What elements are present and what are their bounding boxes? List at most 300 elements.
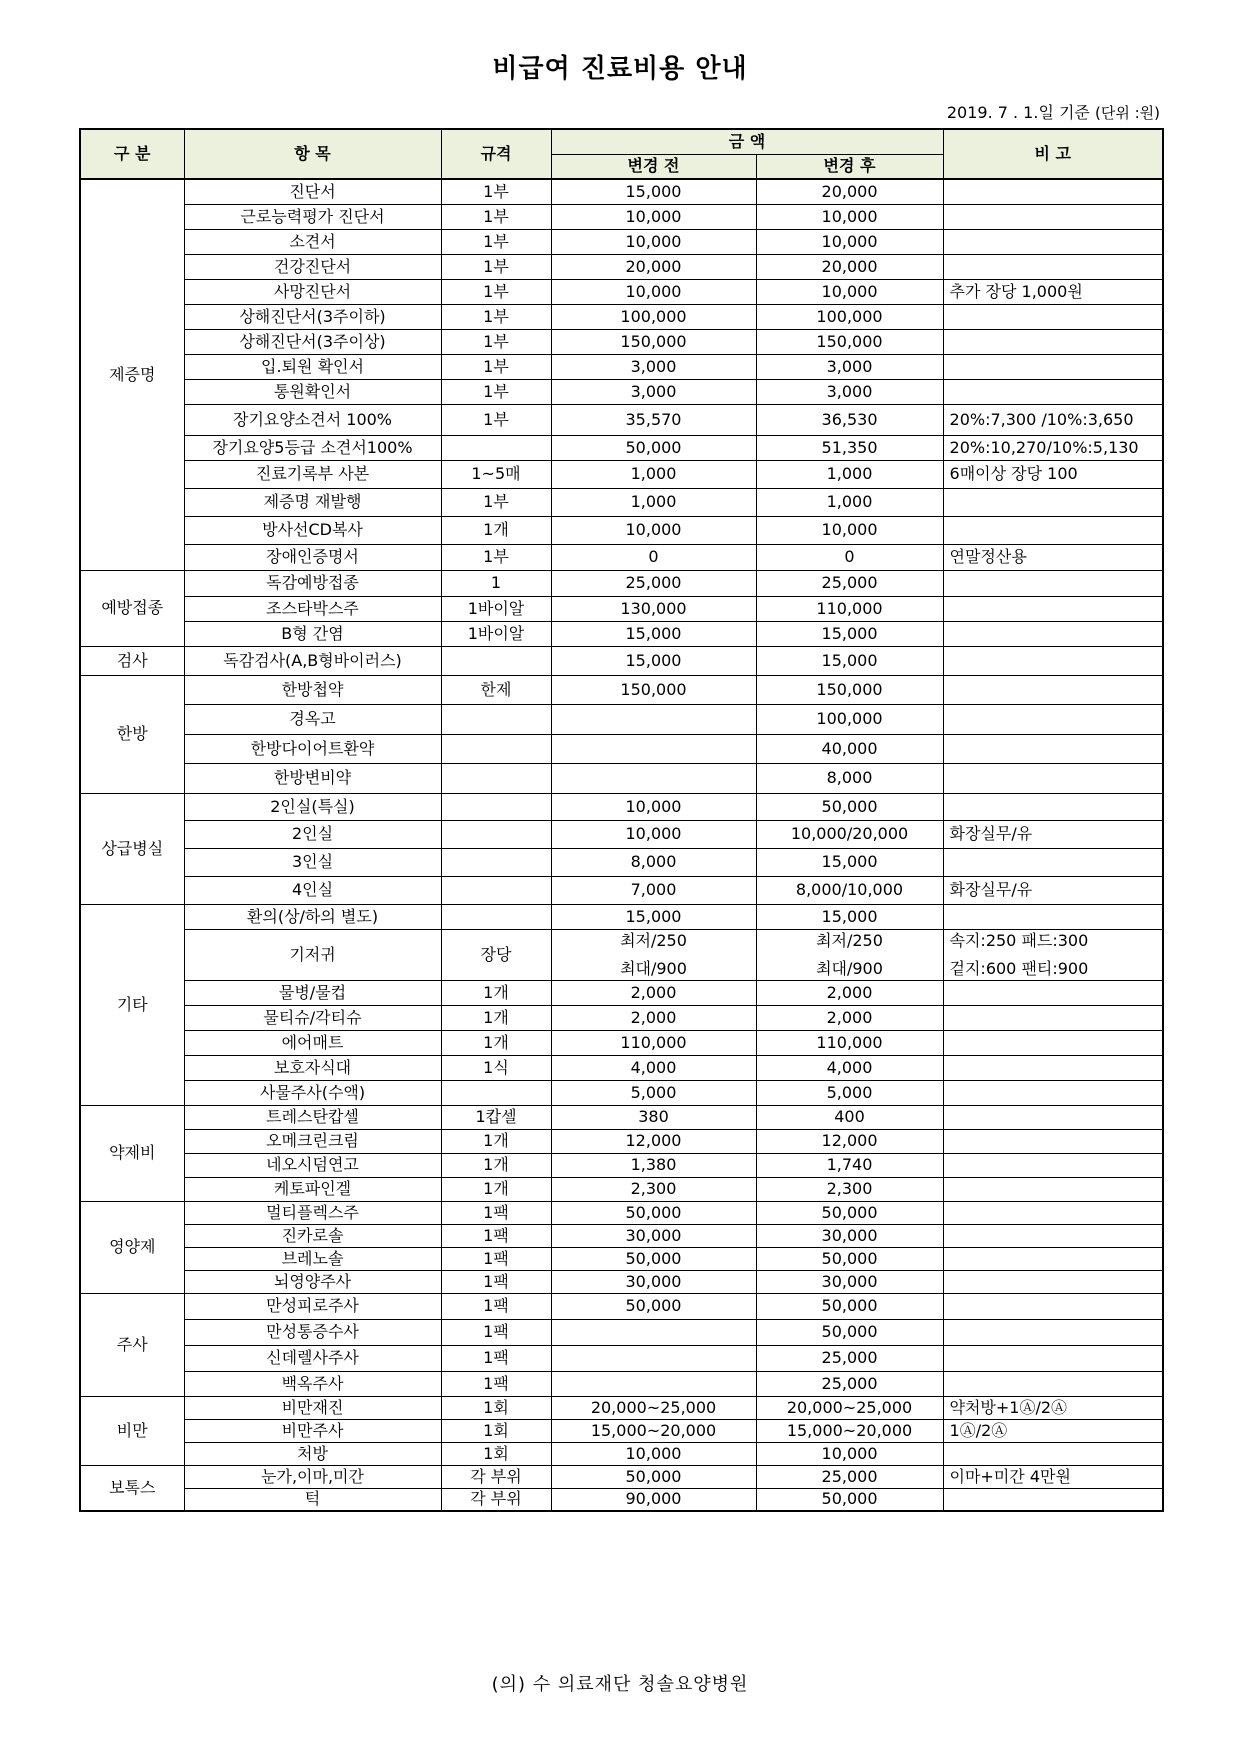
category-cell: 한방 <box>80 675 184 793</box>
table-row <box>80 1442 1163 1465</box>
spec-cell: 1회 <box>441 1419 551 1442</box>
note-cell: 20%:10,270/10%:5,130 <box>943 435 1163 460</box>
spec-cell: 1팩 <box>441 1247 551 1270</box>
note-cell <box>943 488 1163 516</box>
spec-cell: 각 부위 <box>441 1488 551 1511</box>
category-cell: 기타 <box>80 904 184 1105</box>
date-reference <box>947 100 1160 123</box>
item-cell: 4인실 <box>184 876 441 904</box>
table-row <box>80 646 1163 675</box>
note-cell <box>943 354 1163 379</box>
date-note: 2019. 7 . 1.일 기준 <box>946 103 1090 122</box>
item-cell: 입.퇴원 확인서 <box>184 354 441 379</box>
table-row <box>80 1270 1163 1293</box>
before-cell: 110,000 <box>551 1030 756 1055</box>
spec-cell <box>441 704 551 734</box>
item-cell: 네오시덤연고 <box>184 1153 441 1177</box>
table-row <box>80 980 1163 1005</box>
note-cell <box>943 1177 1163 1201</box>
note-cell <box>943 675 1163 704</box>
after-cell: 10,000 <box>756 279 943 304</box>
header-category: 구 분 <box>80 129 184 179</box>
table-row <box>80 848 1163 876</box>
after-cell: 30,000 <box>756 1224 943 1247</box>
item-cell: 처방 <box>184 1442 441 1465</box>
after-cell: 0 <box>756 544 943 570</box>
item-cell: 보호자식대 <box>184 1055 441 1080</box>
item-cell: 장기요양소견서 100% <box>184 404 441 435</box>
spec-cell: 1 <box>441 570 551 596</box>
item-cell: 오메크린크림 <box>184 1129 441 1153</box>
after-cell: 12,000 <box>756 1129 943 1153</box>
item-cell: 에어매트 <box>184 1030 441 1055</box>
note-cell <box>943 1247 1163 1270</box>
table-row <box>80 1371 1163 1396</box>
after-cell: 2,000 <box>756 1005 943 1030</box>
spec-cell: 1부 <box>441 329 551 354</box>
note-cell <box>943 596 1163 621</box>
before-cell: 7,000 <box>551 876 756 904</box>
table-row <box>80 1293 1163 1319</box>
after-cell: 50,000 <box>756 1201 943 1224</box>
category-cell: 보톡스 <box>80 1465 184 1511</box>
table-row <box>80 1345 1163 1371</box>
note-cell: 1Ⓐ/2Ⓐ <box>943 1419 1163 1442</box>
after-cell: 4,000 <box>756 1055 943 1080</box>
after-cell: 1,740 <box>756 1153 943 1177</box>
header-after: 변경 후 <box>756 154 943 179</box>
before-cell: 15,000 <box>551 179 756 204</box>
before-cell-line-2: 최대/900 <box>620 958 687 978</box>
header-spec: 규격 <box>441 129 551 179</box>
item-cell: 트레스탄캅셀 <box>184 1105 441 1129</box>
after-cell: 40,000 <box>756 734 943 763</box>
before-cell: 5,000 <box>551 1080 756 1105</box>
after-cell <box>756 929 943 980</box>
spec-cell: 1개 <box>441 1177 551 1201</box>
note-cell: 화장실무/유 <box>943 876 1163 904</box>
item-cell: 한방변비약 <box>184 763 441 793</box>
table-row <box>80 763 1163 793</box>
after-cell: 150,000 <box>756 329 943 354</box>
after-cell: 15,000 <box>756 646 943 675</box>
after-cell: 110,000 <box>756 596 943 621</box>
item-cell: 사망진단서 <box>184 279 441 304</box>
item-cell: 진료기록부 사본 <box>184 460 441 488</box>
table-row <box>80 1465 1163 1488</box>
note-cell <box>943 1293 1163 1319</box>
after-cell: 3,000 <box>756 354 943 379</box>
before-cell: 100,000 <box>551 304 756 329</box>
table-row <box>80 1080 1163 1105</box>
table-row <box>80 229 1163 254</box>
before-cell: 90,000 <box>551 1488 756 1511</box>
table-row <box>80 570 1163 596</box>
after-cell: 1,000 <box>756 460 943 488</box>
spec-cell: 1부 <box>441 179 551 204</box>
note-cell <box>943 254 1163 279</box>
after-cell: 25,000 <box>756 1371 943 1396</box>
spec-cell: 1개 <box>441 980 551 1005</box>
note-cell <box>943 516 1163 544</box>
after-cell: 15,000~20,000 <box>756 1419 943 1442</box>
after-cell: 10,000 <box>756 516 943 544</box>
before-cell: 15,000~20,000 <box>551 1419 756 1442</box>
note-cell <box>943 1488 1163 1511</box>
item-cell: 2인실(특실) <box>184 793 441 820</box>
table-row <box>80 929 1163 980</box>
note-cell: 20%:7,300 /10%:3,650 <box>943 404 1163 435</box>
header-item: 항 목 <box>184 129 441 179</box>
before-cell: 35,570 <box>551 404 756 435</box>
spec-cell: 1바이알 <box>441 596 551 621</box>
item-cell: 독감검사(A,B형바이러스) <box>184 646 441 675</box>
table-row <box>80 329 1163 354</box>
spec-cell <box>441 904 551 929</box>
before-cell: 50,000 <box>551 1201 756 1224</box>
note-cell <box>943 1371 1163 1396</box>
spec-cell: 1부 <box>441 354 551 379</box>
table-row <box>80 544 1163 570</box>
table-row <box>80 1419 1163 1442</box>
note-cell <box>943 1005 1163 1030</box>
item-cell: 제증명 재발행 <box>184 488 441 516</box>
after-cell: 25,000 <box>756 570 943 596</box>
before-cell: 20,000 <box>551 254 756 279</box>
before-cell: 12,000 <box>551 1129 756 1153</box>
table-row <box>80 354 1163 379</box>
after-cell: 20,000~25,000 <box>756 1396 943 1419</box>
spec-cell: 1팩 <box>441 1319 551 1345</box>
table-row <box>80 1247 1163 1270</box>
table-row <box>80 621 1163 646</box>
table-row <box>80 1177 1163 1201</box>
before-cell: 2,300 <box>551 1177 756 1201</box>
before-cell: 1,000 <box>551 488 756 516</box>
before-cell: 50,000 <box>551 1247 756 1270</box>
before-cell: 20,000~25,000 <box>551 1396 756 1419</box>
item-cell: 신데렐사주사 <box>184 1345 441 1371</box>
item-cell: 환의(상/하의 별도) <box>184 904 441 929</box>
spec-cell: 1부 <box>441 488 551 516</box>
item-cell: 소견서 <box>184 229 441 254</box>
note-cell <box>943 1224 1163 1247</box>
table-row <box>80 1396 1163 1419</box>
before-cell: 10,000 <box>551 229 756 254</box>
note-cell: 연말정산용 <box>943 544 1163 570</box>
category-cell: 주사 <box>80 1293 184 1396</box>
item-cell: 2인실 <box>184 820 441 848</box>
note-cell <box>943 1442 1163 1465</box>
after-cell: 150,000 <box>756 675 943 704</box>
item-cell: 한방첩약 <box>184 675 441 704</box>
item-cell: 경옥고 <box>184 704 441 734</box>
before-cell: 2,000 <box>551 980 756 1005</box>
before-cell: 0 <box>551 544 756 570</box>
unit-note: (단위 :원) <box>1095 104 1160 122</box>
fee-table <box>79 128 1164 1512</box>
before-cell: 10,000 <box>551 1442 756 1465</box>
note-cell <box>943 1270 1163 1293</box>
after-cell: 8,000 <box>756 763 943 793</box>
spec-cell: 1~5매 <box>441 460 551 488</box>
hospital-name: (의) 수 의료재단 청솔요양병원 <box>491 1674 749 1695</box>
before-cell: 15,000 <box>551 621 756 646</box>
note-cell-line-1: 속지:250 패드:300 <box>949 930 1089 950</box>
spec-cell: 1개 <box>441 516 551 544</box>
item-cell: 물병/물컵 <box>184 980 441 1005</box>
note-cell <box>943 329 1163 354</box>
note-cell: 추가 장당 1,000원 <box>943 279 1163 304</box>
spec-cell: 1캅셀 <box>441 1105 551 1129</box>
table-row <box>80 460 1163 488</box>
before-cell: 10,000 <box>551 279 756 304</box>
item-cell: B형 간염 <box>184 621 441 646</box>
before-cell <box>551 1345 756 1371</box>
note-cell <box>943 704 1163 734</box>
before-cell <box>551 1371 756 1396</box>
note-cell <box>943 1345 1163 1371</box>
table-row <box>80 734 1163 763</box>
before-cell-line-1: 최저/250 <box>620 930 687 950</box>
before-cell: 30,000 <box>551 1224 756 1247</box>
table-row <box>80 404 1163 435</box>
before-cell: 1,380 <box>551 1153 756 1177</box>
after-cell: 2,300 <box>756 1177 943 1201</box>
table-row <box>80 904 1163 929</box>
table-row <box>80 596 1163 621</box>
before-cell: 15,000 <box>551 904 756 929</box>
before-cell <box>551 704 756 734</box>
table-row <box>80 1055 1163 1080</box>
after-cell: 10,000 <box>756 204 943 229</box>
table-row <box>80 1201 1163 1224</box>
spec-cell <box>441 435 551 460</box>
after-cell: 50,000 <box>756 1319 943 1345</box>
after-cell: 10,000/20,000 <box>756 820 943 848</box>
item-cell: 진단서 <box>184 179 441 204</box>
spec-cell: 1회 <box>441 1396 551 1419</box>
spec-cell: 1팩 <box>441 1201 551 1224</box>
before-cell: 3,000 <box>551 379 756 404</box>
before-cell: 130,000 <box>551 596 756 621</box>
before-cell <box>551 929 756 980</box>
after-cell: 50,000 <box>756 1488 943 1511</box>
after-cell: 3,000 <box>756 379 943 404</box>
item-cell: 상해진단서(3주이상) <box>184 329 441 354</box>
before-cell: 4,000 <box>551 1055 756 1080</box>
item-cell: 방사선CD복사 <box>184 516 441 544</box>
spec-cell <box>441 646 551 675</box>
table-row <box>80 435 1163 460</box>
before-cell: 30,000 <box>551 1270 756 1293</box>
spec-cell: 1부 <box>441 254 551 279</box>
spec-cell <box>441 1080 551 1105</box>
after-cell-line-2: 최대/900 <box>816 958 883 978</box>
category-cell: 제증명 <box>80 179 184 570</box>
after-cell: 30,000 <box>756 1270 943 1293</box>
fee-table-body <box>80 179 1163 1511</box>
item-cell: 비만주사 <box>184 1419 441 1442</box>
spec-cell: 1바이알 <box>441 621 551 646</box>
item-cell: 브레노솔 <box>184 1247 441 1270</box>
after-cell: 15,000 <box>756 621 943 646</box>
before-cell: 50,000 <box>551 1465 756 1488</box>
item-cell: 독감예방접종 <box>184 570 441 596</box>
category-cell: 상급병실 <box>80 793 184 904</box>
note-cell <box>943 1055 1163 1080</box>
table-row <box>80 1129 1163 1153</box>
note-cell <box>943 1201 1163 1224</box>
before-cell: 10,000 <box>551 793 756 820</box>
spec-cell: 1부 <box>441 544 551 570</box>
after-cell: 51,350 <box>756 435 943 460</box>
table-row <box>80 1105 1163 1129</box>
table-row <box>80 675 1163 704</box>
note-cell <box>943 904 1163 929</box>
before-cell: 150,000 <box>551 675 756 704</box>
note-cell <box>943 646 1163 675</box>
before-cell: 1,000 <box>551 460 756 488</box>
before-cell: 8,000 <box>551 848 756 876</box>
spec-cell: 1팩 <box>441 1345 551 1371</box>
note-cell <box>943 570 1163 596</box>
after-cell: 8,000/10,000 <box>756 876 943 904</box>
note-cell: 6매이상 장당 100 <box>943 460 1163 488</box>
table-row <box>80 820 1163 848</box>
item-cell: 진카로솔 <box>184 1224 441 1247</box>
item-cell: 한방다이어트환약 <box>184 734 441 763</box>
table-row <box>80 488 1163 516</box>
spec-cell <box>441 848 551 876</box>
note-cell <box>943 929 1163 980</box>
table-row <box>80 1153 1163 1177</box>
spec-cell: 1팩 <box>441 1270 551 1293</box>
spec-cell: 1개 <box>441 1030 551 1055</box>
header-before: 변경 전 <box>551 154 756 179</box>
item-cell: 백옥주사 <box>184 1371 441 1396</box>
item-cell: 비만재진 <box>184 1396 441 1419</box>
note-cell <box>943 1153 1163 1177</box>
after-cell: 36,530 <box>756 404 943 435</box>
before-cell: 50,000 <box>551 1293 756 1319</box>
note-cell <box>943 1105 1163 1129</box>
spec-cell: 한제 <box>441 675 551 704</box>
note-cell <box>943 763 1163 793</box>
after-cell: 1,000 <box>756 488 943 516</box>
category-cell: 예방접종 <box>80 570 184 646</box>
header-note: 비 고 <box>943 129 1163 179</box>
after-cell: 25,000 <box>756 1345 943 1371</box>
note-cell <box>943 793 1163 820</box>
spec-cell: 1부 <box>441 404 551 435</box>
after-cell: 110,000 <box>756 1030 943 1055</box>
spec-cell <box>441 793 551 820</box>
table-row <box>80 279 1163 304</box>
note-cell: 이마+미간 4만원 <box>943 1465 1163 1488</box>
after-cell-line-1: 최저/250 <box>816 930 883 950</box>
spec-cell: 1식 <box>441 1055 551 1080</box>
note-cell <box>943 1080 1163 1105</box>
after-cell: 15,000 <box>756 848 943 876</box>
table-row <box>80 379 1163 404</box>
table-row <box>80 254 1163 279</box>
spec-cell: 1팩 <box>441 1293 551 1319</box>
category-cell: 비만 <box>80 1396 184 1465</box>
after-cell: 50,000 <box>756 793 943 820</box>
table-row <box>80 516 1163 544</box>
spec-cell <box>441 820 551 848</box>
table-row <box>80 1224 1163 1247</box>
after-cell: 15,000 <box>756 904 943 929</box>
item-cell: 건강진단서 <box>184 254 441 279</box>
note-cell: 약처방+1Ⓐ/2Ⓐ <box>943 1396 1163 1419</box>
note-cell <box>943 980 1163 1005</box>
note-cell <box>943 1129 1163 1153</box>
after-cell: 10,000 <box>756 229 943 254</box>
table-row <box>80 1319 1163 1345</box>
before-cell: 10,000 <box>551 516 756 544</box>
item-cell: 만성통증수사 <box>184 1319 441 1345</box>
note-cell <box>943 621 1163 646</box>
item-cell: 조스타박스주 <box>184 596 441 621</box>
item-cell: 만성피로주사 <box>184 1293 441 1319</box>
table-row <box>80 1488 1163 1511</box>
note-cell-line-2: 겉지:600 팬티:900 <box>949 958 1089 978</box>
item-cell: 3인실 <box>184 848 441 876</box>
item-cell: 근로능력평가 진단서 <box>184 204 441 229</box>
before-cell: 10,000 <box>551 204 756 229</box>
item-cell: 물티슈/각티슈 <box>184 1005 441 1030</box>
after-cell: 2,000 <box>756 980 943 1005</box>
spec-cell <box>441 876 551 904</box>
spec-cell: 장당 <box>441 929 551 980</box>
after-cell: 100,000 <box>756 704 943 734</box>
spec-cell: 1팩 <box>441 1224 551 1247</box>
note-cell <box>943 379 1163 404</box>
note-cell <box>943 229 1163 254</box>
before-cell: 2,000 <box>551 1005 756 1030</box>
category-cell: 검사 <box>80 646 184 675</box>
item-cell: 기저귀 <box>184 929 441 980</box>
spec-cell: 1개 <box>441 1005 551 1030</box>
item-cell: 장기요양5등급 소견서100% <box>184 435 441 460</box>
note-cell: 화장실무/유 <box>943 820 1163 848</box>
before-cell: 50,000 <box>551 435 756 460</box>
after-cell: 5,000 <box>756 1080 943 1105</box>
spec-cell: 1부 <box>441 204 551 229</box>
note-cell <box>943 304 1163 329</box>
after-cell: 25,000 <box>756 1465 943 1488</box>
item-cell: 케토파인겔 <box>184 1177 441 1201</box>
note-cell <box>943 1319 1163 1345</box>
note-cell <box>943 848 1163 876</box>
note-cell <box>943 179 1163 204</box>
table-row <box>80 1030 1163 1055</box>
spec-cell: 각 부위 <box>441 1465 551 1488</box>
after-cell: 20,000 <box>756 179 943 204</box>
before-cell: 150,000 <box>551 329 756 354</box>
before-cell: 25,000 <box>551 570 756 596</box>
note-cell <box>943 204 1163 229</box>
item-cell: 뇌영양주사 <box>184 1270 441 1293</box>
before-cell: 10,000 <box>551 820 756 848</box>
item-cell: 상해진단서(3주이하) <box>184 304 441 329</box>
before-cell: 3,000 <box>551 354 756 379</box>
table-row <box>80 179 1163 204</box>
table-row <box>80 204 1163 229</box>
category-cell: 약제비 <box>80 1105 184 1201</box>
